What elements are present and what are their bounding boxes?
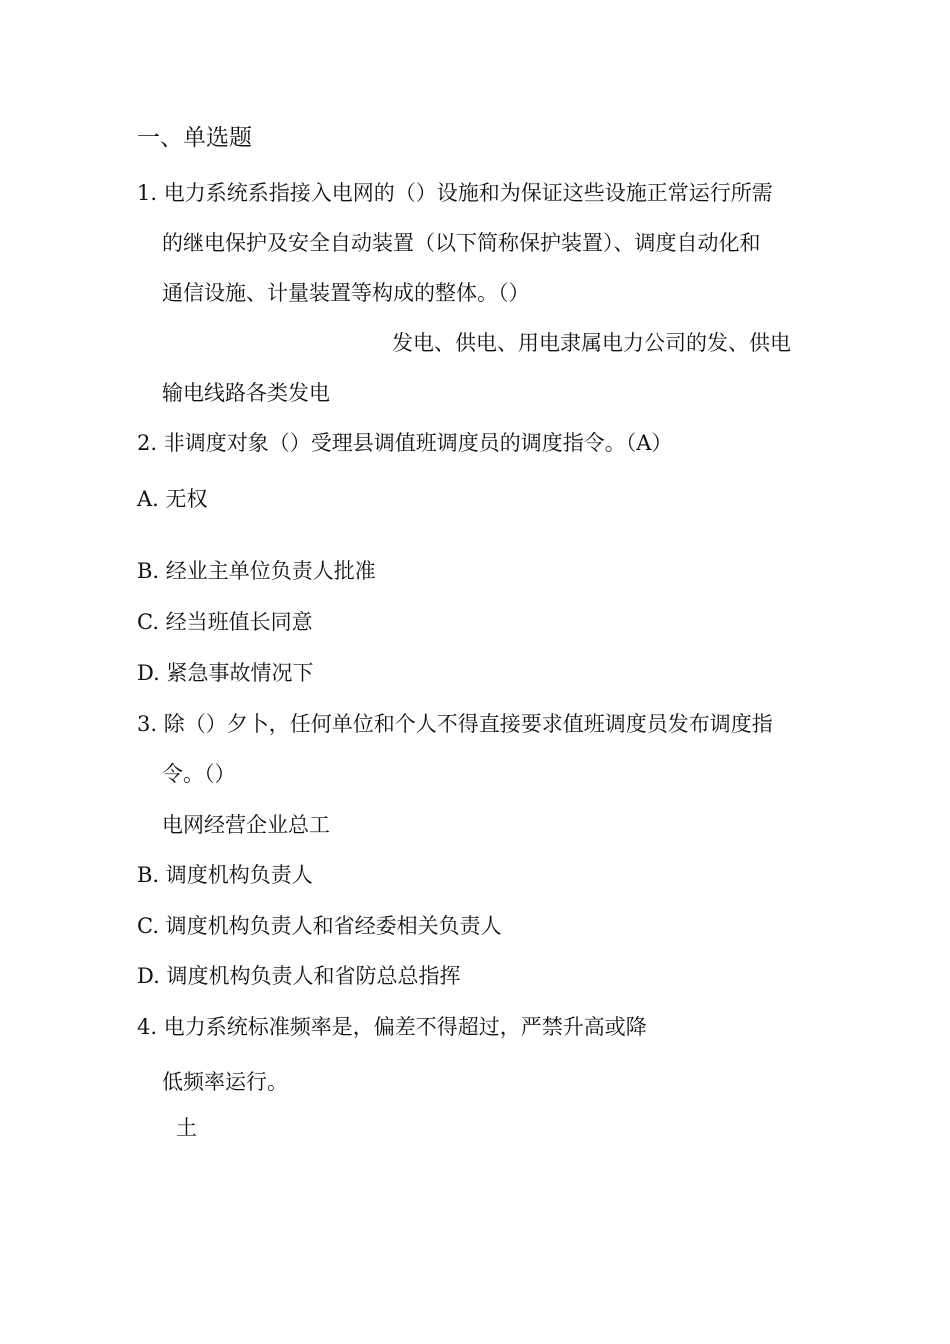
- option-a: 电网经营企业总工: [162, 813, 330, 837]
- question-line: 2. 非调度对象（）受理县调值班调度员的调度指令。（A）: [137, 431, 673, 455]
- option-b: B. 调度机构负责人: [137, 863, 313, 887]
- option: 发电、供电、用电隶属电力公司的发、供电: [392, 331, 791, 355]
- option-b: B. 经业主单位负责人批准: [137, 559, 376, 583]
- question-line: 4. 电力系统标准频率是，偏差不得超过，严禁升高或降: [137, 1015, 647, 1039]
- section-heading: 一、单选题: [137, 125, 252, 151]
- option-d: D. 紧急事故情况下: [137, 661, 314, 685]
- option-a: A. 无权: [137, 487, 208, 511]
- option: 输电线路各类发电: [162, 381, 330, 405]
- question-line: 的继电保护及安全自动装置（以下简称保护装置）、调度自动化和: [162, 231, 761, 255]
- question-line: 令。（）: [162, 762, 236, 786]
- option-d: D. 调度机构负责人和省防总总指挥: [137, 964, 461, 988]
- question-line: 低频率运行。: [162, 1070, 288, 1094]
- question-line: 通信设施、计量装置等构成的整体。（）: [162, 281, 530, 305]
- option-c: C. 调度机构负责人和省经委相关负责人: [137, 914, 502, 938]
- option: 土: [176, 1116, 197, 1140]
- question-line: 1. 电力系统系指接入电网的（）设施和为保证这些设施正常运行所需: [137, 181, 773, 205]
- question-line: 3. 除（）夕卜，任何单位和个人不得直接要求值班调度员发布调度指: [137, 712, 773, 736]
- option-c: C. 经当班值长同意: [137, 610, 313, 634]
